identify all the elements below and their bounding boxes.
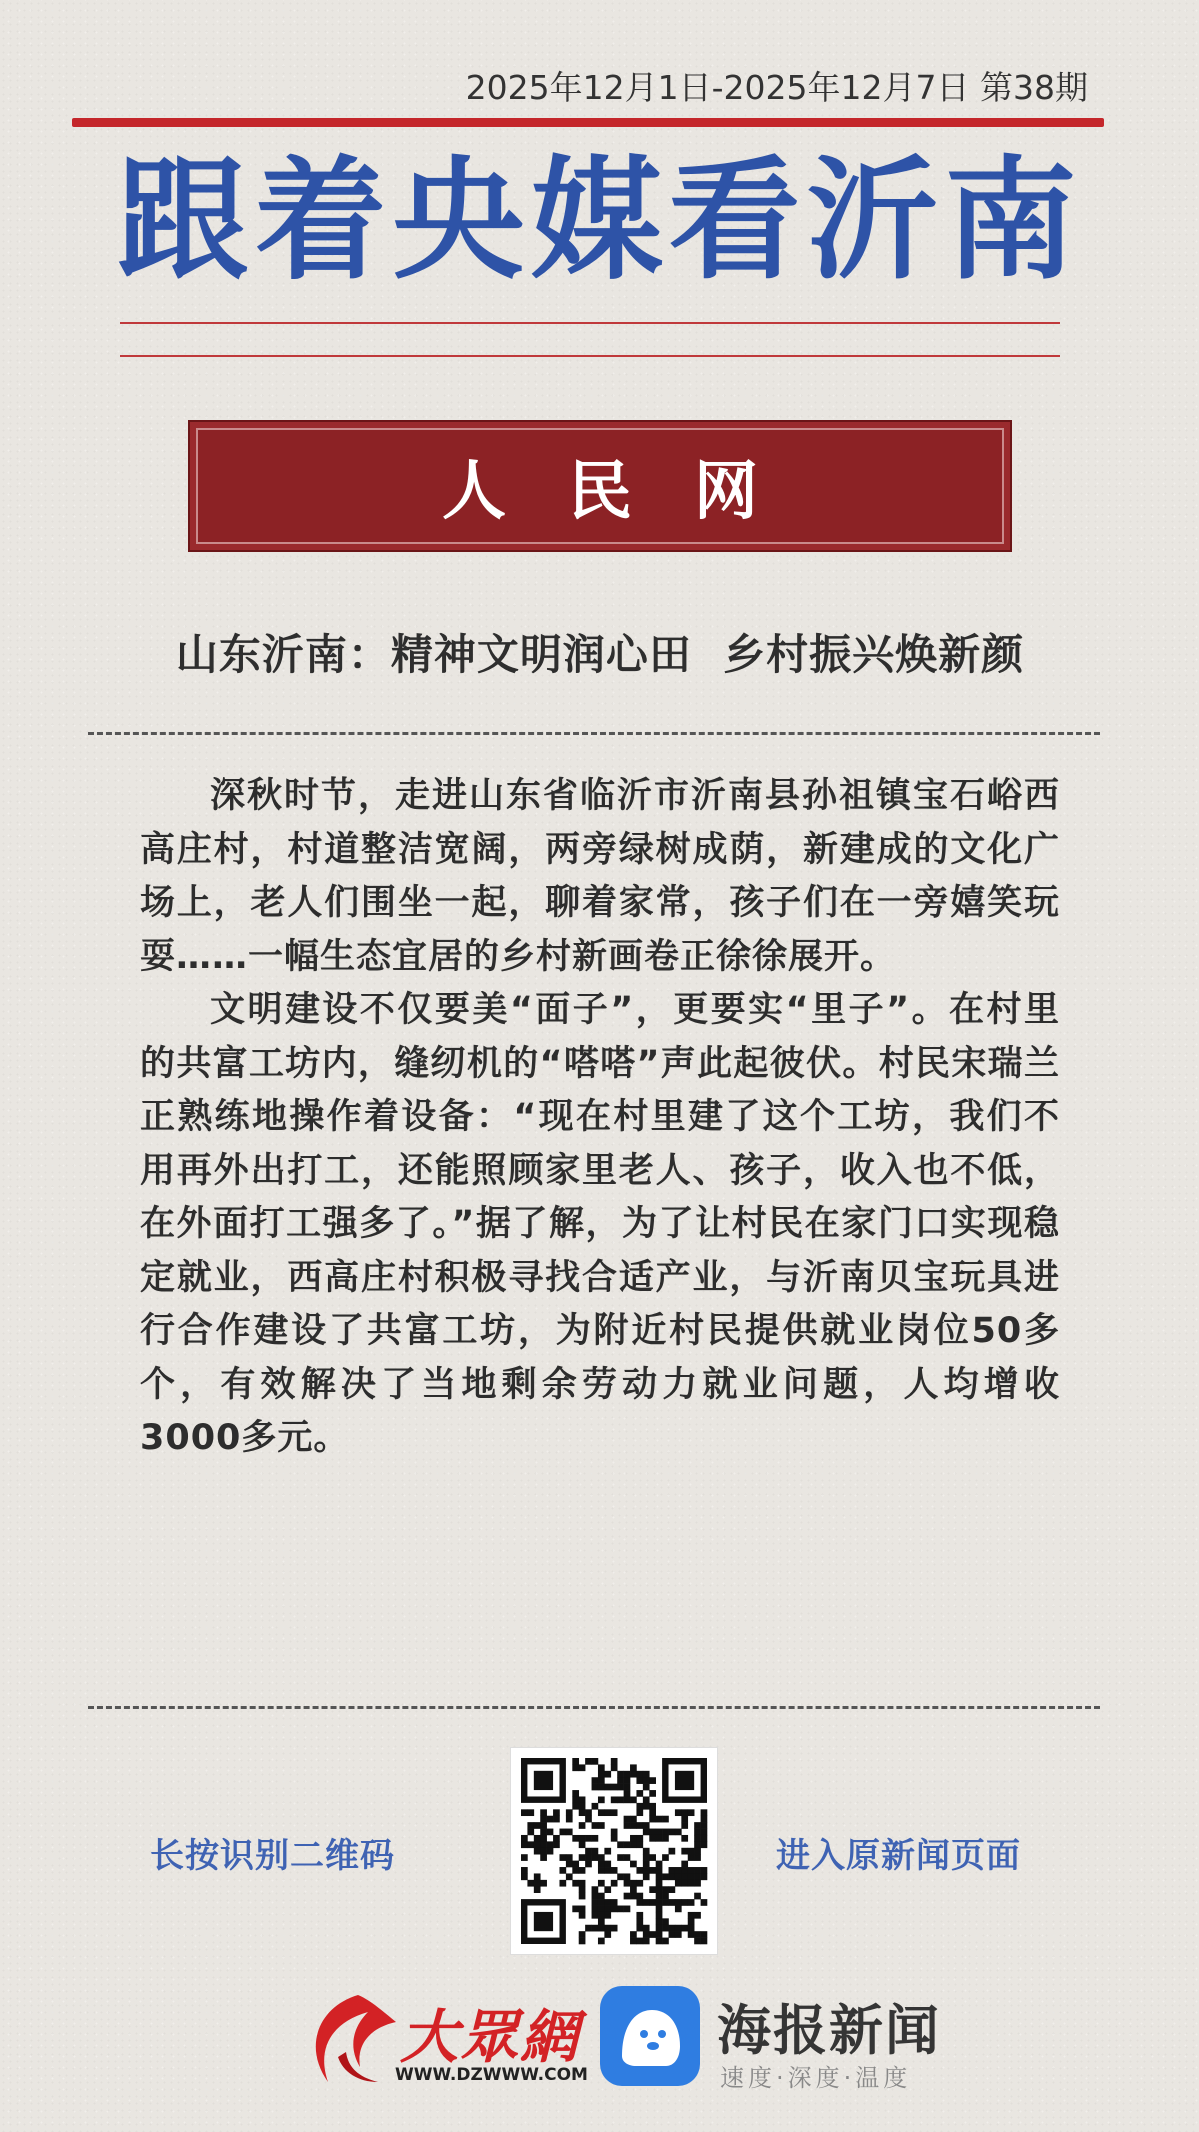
article-paragraph: 深秋时节，走进山东省临沂市沂南县孙祖镇宝石峪西高庄村，村道整洁宽阔，两旁绿树成荫，新建成的文化广场上，老人们围坐一起，聊着家常，孩子们在一旁嬉笑玩耍……一幅生态宜居的乡村新画卷正徐徐展开。 [140, 776, 1060, 977]
title-divider-lower [120, 355, 1060, 357]
article-paragraph: 文明建设不仅要美“面子”，更要实“里子”。在村里的共富工坊内，缝纫机的“嗒嗒”声此起彼伏。村民宋瑞兰正熟练地操作着设备：“现在村里建了这个工坊，我们不用再外出打工，还能照顾家里老人、孩子，收入也不低，在外面打工强多了。”据了解，为了让村民在家门口实现稳定就业，西高庄村积极寻找合适产业，与沂南贝宝玩具进行合作建设了共富工坊，为附近村民提供就业岗位50多个，有效解决了当地剩余劳动力就业问题，人均增收3000多元。 [140, 990, 1060, 1458]
top-divider [72, 118, 1104, 127]
dashed-divider-top [88, 732, 1100, 735]
dazhong-url: WWW.DZWWW.COM [395, 2065, 588, 2085]
dazhong-logo-text: 大眾網 [400, 2003, 581, 2071]
source-banner [188, 420, 1012, 552]
haibao-logo-text: 海报新闻 [717, 1999, 941, 2062]
issue-date: 2025年12月1日-2025年12月7日 第38期 [465, 68, 1088, 107]
article-body [140, 770, 1060, 1466]
qr-left-label: 长按识别二维码 [150, 1836, 395, 1876]
title-divider-upper [120, 322, 1060, 324]
seal-app-icon [600, 1986, 700, 2086]
dashed-divider-bottom [88, 1706, 1100, 1709]
qr-right-label: 进入原新闻页面 [776, 1836, 1021, 1876]
haibao-slogan: 速度·深度·温度 [720, 2064, 912, 2092]
source-label: 人民网 [442, 455, 820, 529]
article-headline: 山东沂南：精神文明润心田 乡村振兴焕新颜 [175, 630, 1025, 679]
page-title: 跟着央媒看沂南 [116, 144, 1083, 298]
flame-logo-icon [298, 1987, 408, 2092]
qr-code-icon[interactable] [510, 1747, 718, 1955]
